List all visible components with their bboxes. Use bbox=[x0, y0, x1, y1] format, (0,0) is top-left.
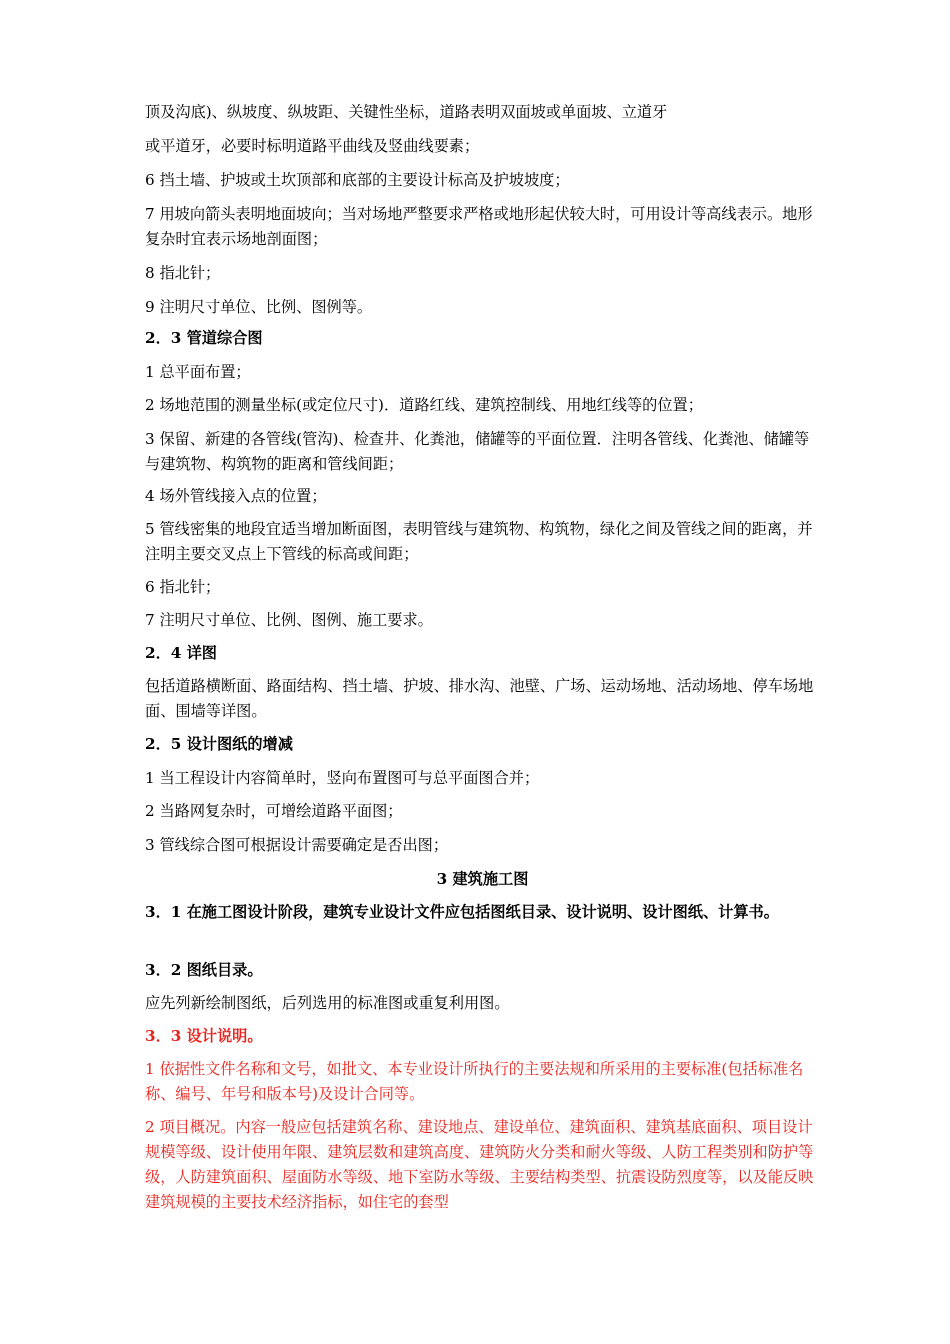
heading-2-4: 2．4 详图 bbox=[145, 644, 217, 662]
paragraph-pipelines: 3 保留、新建的各管线(管沟)、检查井、化粪池，储罐等的平面位置．注明各管线、化粪池、储罐等与建筑物、构筑物的距离和管线间距； bbox=[145, 430, 810, 473]
paragraph-project-overview: 2 项目概况。内容一般应包括建筑名称、建设地点、建设单位、建筑面积、建筑基底面积、项目设计规模等级、设计使用年限、建筑层数和建筑高度、建筑防火分类和耐火等级、人防工程类别和防护等级，人防建筑面积、屋面防水等级、地下室防水等级、主要结构类型、抗震设防烈度等，以及能反映建筑规模的主要技术经济指标，如住宅的套型 bbox=[145, 1118, 814, 1211]
section-title-3: 3 建筑施工图 bbox=[436, 870, 529, 888]
paragraph-3-1: 3．1 在施工图设计阶段，建筑专业设计文件应包括图纸目录、设计说明、设计图纸、计算书。 bbox=[145, 903, 779, 921]
paragraph-site-plan: 1 总平面布置； bbox=[145, 363, 251, 381]
paragraph-sections: 5 管线密集的地段宜适当增加断面图，表明管线与建筑物、构筑物，绿化之间及管线之间的距离，并注明主要交叉点上下管线的标高或间距； bbox=[145, 520, 813, 563]
paragraph-units-1: 9 注明尺寸单位、比例、图例等。 bbox=[145, 298, 373, 316]
paragraph-road-elevation: 顶及沟底)、纵坡度、纵坡距、关键性坐标，道路表明双面坡或单面坡、立道牙 bbox=[145, 103, 668, 121]
heading-2-3: 2．3 管道综合图 bbox=[145, 329, 263, 347]
paragraph-north-arrow-2: 6 指北针； bbox=[145, 578, 221, 596]
paragraph-retaining-wall: 6 挡土墙、护坡或土坎顶部和底部的主要设计标高及护坡坡度； bbox=[145, 171, 570, 189]
paragraph-drawing-list: 应先列新绘制图纸，后列选用的标准图或重复利用图。 bbox=[145, 994, 510, 1012]
paragraph-pipeline-drawing: 3 管线综合图可根据设计需要确定是否出图； bbox=[145, 836, 449, 854]
paragraph-road-curb: 或平道牙，必要时标明道路平曲线及竖曲线要素； bbox=[145, 137, 480, 155]
heading-3-2: 3．2 图纸目录。 bbox=[145, 961, 263, 979]
heading-2-5: 2．5 设计图纸的增减 bbox=[145, 735, 293, 753]
paragraph-survey-coords: 2 场地范围的测量坐标(或定位尺寸)．道路红线、建筑控制线、用地红线等的位置； bbox=[145, 396, 703, 414]
paragraph-north-arrow-1: 8 指北针； bbox=[145, 264, 221, 282]
paragraph-details: 包括道路横断面、路面结构、挡土墙、护坡、排水沟、池壁、广场、运动场地、活动场地、停车场地面、围墙等详图。 bbox=[145, 677, 814, 720]
paragraph-slope-arrow: 7 用坡向箭头表明地面坡向；当对场地严整要求严格或地形起伏较大时，可用设计等高线表示。地形复杂时宜表示场地剖面图； bbox=[145, 205, 813, 248]
paragraph-road-plan: 2 当路网复杂时，可增绘道路平面图； bbox=[145, 802, 403, 820]
paragraph-units-2: 7 注明尺寸单位、比例、图例、施工要求。 bbox=[145, 611, 433, 629]
paragraph-external-pipes: 4 场外管线接入点的位置； bbox=[145, 487, 327, 505]
paragraph-merge-plans: 1 当工程设计内容简单时，竖向布置图可与总平面图合并； bbox=[145, 769, 540, 787]
paragraph-basis-docs: 1 依据性文件名称和文号，如批文、本专业设计所执行的主要法规和所采用的主要标准(包括标准名称、编号、年号和版本号)及设计合同等。 bbox=[145, 1060, 804, 1103]
heading-3-3: 3．3 设计说明。 bbox=[145, 1027, 263, 1045]
